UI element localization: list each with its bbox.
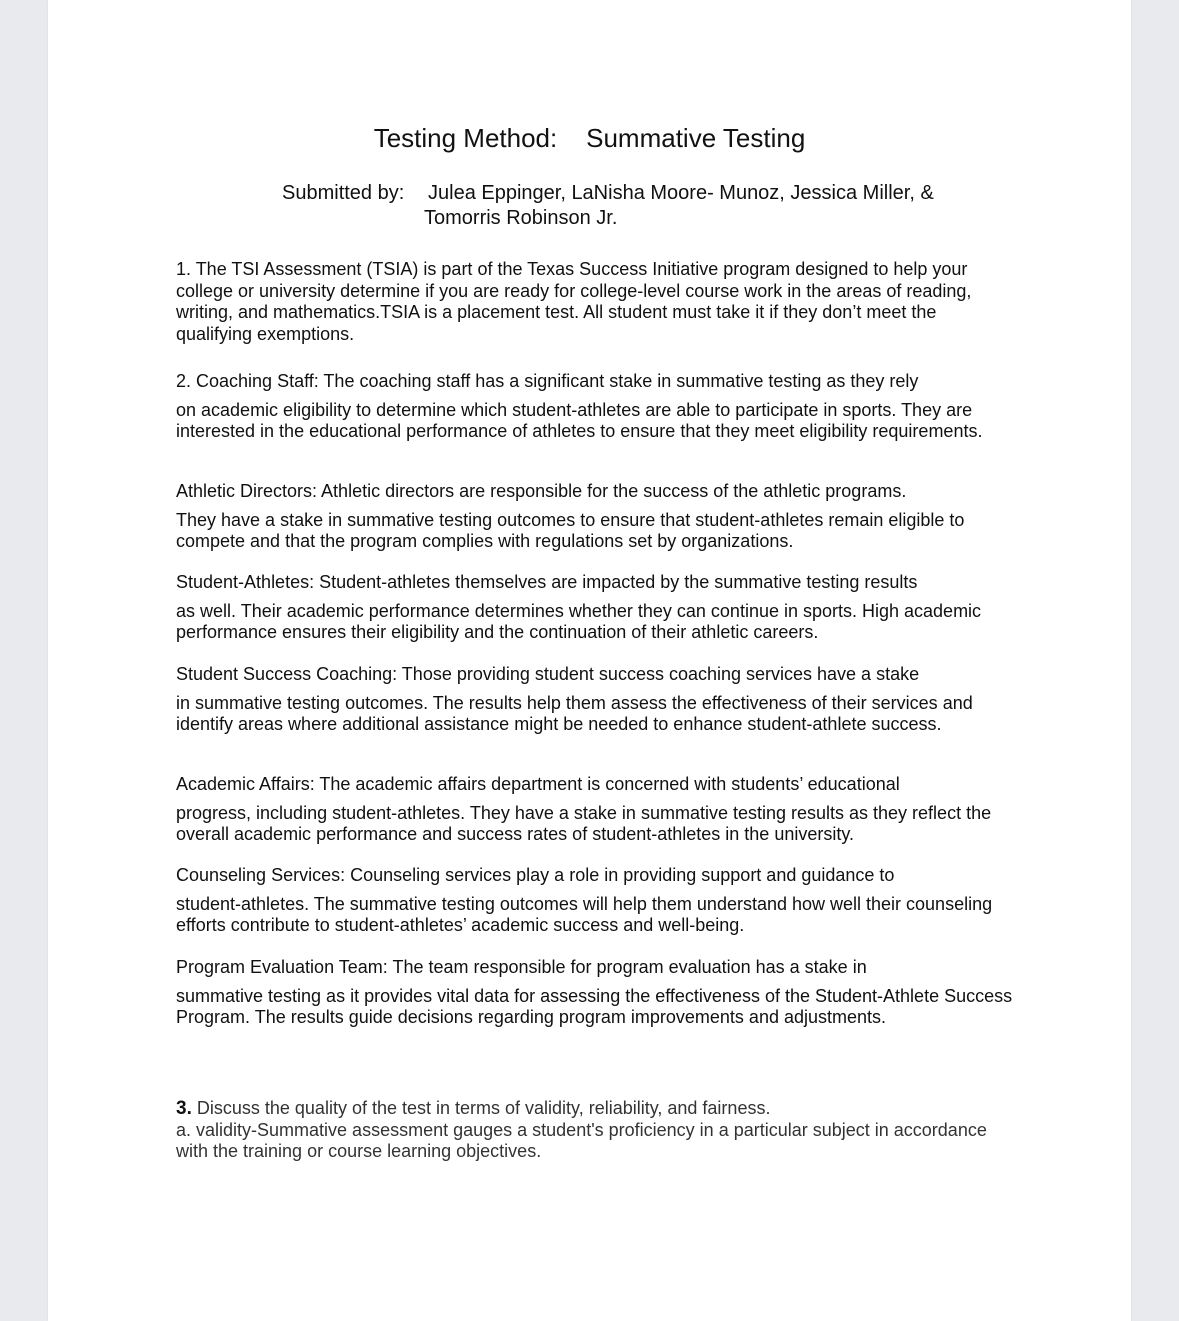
paragraph-body: summative testing as it provides vital data for assessing the effectiveness of the Student-Athlete Success Program. The results guide decisions regarding program improvements and adjustments.	[176, 985, 1013, 1027]
paragraph-coaching-staff	[176, 371, 1016, 443]
paragraph-tsi: 1. The TSI Assessment (TSIA) is part of the Texas Success Initiative program designed to help your college or university determine if you are ready for college-level course work in the areas of reading, writing, and mathematics.TSIA is a placement test. All student must take it if they don’t meet the qualifying exemptions.	[176, 259, 972, 344]
question-text: Discuss the quality of the test in terms of validity, reliability, and fairness.	[196, 1098, 771, 1118]
paragraph-body: student-athletes. The summative testing outcomes will help them understand how well their counseling efforts contribute to student-athletes’ academic success and well-being.	[176, 893, 993, 935]
paragraph-first-line: Student Success Coaching: Those providing student success coaching services have a stake	[176, 664, 920, 684]
paragraph-student-success-coaching	[176, 664, 1016, 736]
paragraph-first-line: Athletic Directors: Athletic directors are responsible for the success of the athletic programs.	[176, 481, 907, 501]
question-3-heading	[176, 1098, 1016, 1120]
question-3	[176, 1098, 1016, 1163]
paragraph-athletic-directors	[176, 481, 1016, 553]
paragraph-body: as well. Their academic performance determines whether they can continue in sports. High academic performance ensures their eligibility and the continuation of their athletic careers.	[176, 600, 982, 642]
page-title: Testing Method: Summative Testing	[373, 123, 806, 153]
paragraph-body: in summative testing outcomes. The results help them assess the effectiveness of their services and identify areas where additional assistance might be needed to enhance student-athlete success.	[176, 692, 973, 734]
paragraph-program-evaluation-team	[176, 957, 1016, 1029]
paragraph-student-athletes	[176, 572, 1016, 644]
submitted-by	[282, 181, 934, 231]
paragraph-body: They have a stake in summative testing outcomes to ensure that student-athletes remain eligible to compete and that the program complies with regulations set by organizations.	[176, 509, 965, 551]
paragraph-body: progress, including student-athletes. They have a stake in summative testing results as they reflect the overall academic performance and success rates of student-athletes in the university.	[176, 802, 992, 844]
paragraph-first-line: Program Evaluation Team: The team responsible for program evaluation has a stake in	[176, 957, 867, 977]
submitted-label: Submitted by:	[282, 182, 405, 204]
paragraph-first-line: Student-Athletes: Student-athletes themselves are impacted by the summative testing results	[176, 572, 918, 592]
paragraph-counseling-services	[176, 865, 1016, 937]
question-number: 3.	[176, 1098, 192, 1119]
paragraph-first-line: 2. Coaching Staff: The coaching staff has a significant stake in summative testing as they rely	[176, 371, 919, 391]
paragraph-first-line: Academic Affairs: The academic affairs department is concerned with students’ educational	[176, 774, 900, 794]
paragraph-academic-affairs	[176, 774, 1016, 846]
answer-validity: a. validity-Summative assessment gauges a student's proficiency in a particular subject in accordance with the training or course learning objectives.	[176, 1119, 987, 1161]
paragraph-body: on academic eligibility to determine which student-athletes are able to participate in sports. They are interested in the educational performance of athletes to ensure that they meet eligibility requirements.	[176, 399, 983, 441]
authors-line-1: Julea Eppinger, LaNisha Moore- Munoz, Jessica Miller, &	[428, 182, 934, 204]
paragraph-first-line: Counseling Services: Counseling services play a role in providing support and guidance to	[176, 865, 895, 885]
authors-line-2: Tomorris Robinson Jr.	[424, 207, 618, 229]
document-page	[48, 0, 1131, 1321]
